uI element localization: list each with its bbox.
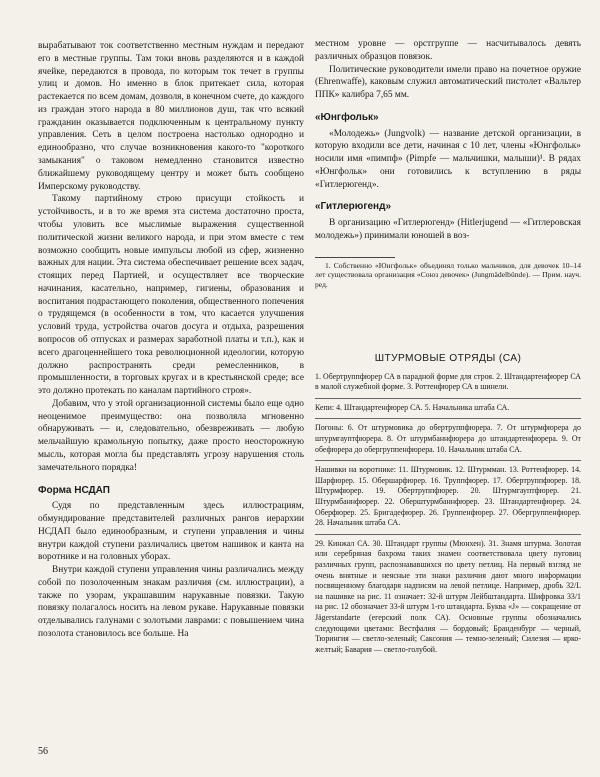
page-number: 56 xyxy=(38,746,48,757)
caption-text: Кепи: 4. Штандартенфюрер СА. 5. Начальника штаба СА. xyxy=(315,402,510,412)
footnote-block xyxy=(315,257,581,291)
caption-text: 1. Обертруппфюрер СА в парадной форме для строя. 2. Штандартенфюрер СА в малой служебной форме. 3. Роттенфюрер СА в шинели. xyxy=(315,371,581,392)
body-paragraph: «Молодежь» (Jungvolk) — название детской организации, в которую входили все дети, начиная с 10 лет, члены «Юнгфольк» носили имя «пимпф» (Pimpfe — мальчишки, малыши)¹. В рядах «Юнгфольк» они готовились к вступлению в ряды «Гитлерюгенд». xyxy=(315,128,581,190)
body-paragraph: вырабатывают ток соответственно местным нуждам и передают его в местные группы. Там токи вновь разделяются и в каждой ячейке, передаются в провода, по которым ток течет в группы улиц и домов. Но именно в блок притекает сила, которая растекается по всем домам, дозволя, в конечном счете, до каждого из граждан этого народа в 80 миллионов душ, так что всякий гражданин оказывается подключенным к центральному пункту управления. Сеть в целом построена настолько однородно и единообразно, что случае возникновения какого-то "короткого замыкания" о таковом немедленно становится известно ближайшему руководящему центру и может быть сообщено Имперскому руководству. xyxy=(38,41,304,192)
body-paragraph: Такому партийному строю присущи стойкость и устойчивость, и в то же время эта система достаточно проста, чтобы уловить все мыслимые выражения существенной политической жизни великого народа, и при этом вместе с тем возможно сообщить новые импульсы любой из сфер, жизненно важных для нации. Эта система обеспечивает решение всех задач, стоящих перед Партией, и осуществляет все творческие начинания, касательно, например, гигиены, образования и воспитания подрастающего поколения, общественного попечения о трудящемся (в особенности в том, что касается улучшения условий труда, устройства очагов досуга и отдыха, разрешения вопросов об отпусках и размерах заработной платы и т.п.), как и всего драгоценнейшего тока революционной идеологии, которую должно распространять среди ремесленников, в промышленности, в торговых кругах и в крестьянской среде; все это должно протекать по каналам партийного строя». xyxy=(38,194,304,397)
body-paragraph: местном уровне — орстгруппе — насчитывалось девять различных образцов повязок. xyxy=(315,39,581,62)
section-heading: «Гитлерюгенд» xyxy=(315,201,392,213)
caption-text: Погоны: 6. От штурмовика до обертруппфюрера. 7. От штурмфюрера до штурмгауптфюрера. 8. От штурмбаннфюрера до штандартенфюрера. 9. От обефюрера до обергруппенфюрера. 10. Начальник штаба СА. xyxy=(315,423,581,454)
body-paragraph: Внутри каждой ступени управления чины различались между собой по позолоченным знакам различия (см. иллюстрации), а также по узорам, украшавшим нарукавные повязки. Такую повязку полагалось носить на левом рукаве. Нарукавные повязки отделывались галунами с золотыми лаврами: с повышением чина позолота становилось все больше. На xyxy=(38,565,304,639)
caption-section xyxy=(315,418,581,455)
section-heading: Форма НСДАП xyxy=(38,484,110,496)
right-column xyxy=(315,38,581,290)
body-paragraph: Судя по представленным здесь иллюстрациям, обмундирование представителей различных рангов иерархии НСДАП было единообразным, и ступени управления и чины внутри каждой ступени различались цветом нашивок и канта на воротнике и на головных уборах. xyxy=(38,501,304,563)
caption-section xyxy=(315,398,581,414)
body-paragraph: Добавим, что у этой организационной системы было еще одно неоценимое преимущество: она позволяла мгновенно обнаруживать — и, следовательно, обезвреживать — любую мельчайшую крамольную попытку, даже просто неосторожную мысль, которая могла бы представлять угрозу нарушения столь замечательного порядка! xyxy=(38,398,304,473)
caption-text: Нашивки на воротнике: 11. Штурмовик. 12. Штурмман. 13. Роттенфюрер. 14. Шарфюрер. 15. Обершарфюрер. 16. Труппфюрер. 17. Обертруппфюрер. 18. Штурмфюрер. 19. Обертруппфюрер. 20. Штурмгауптфюрер. 21. Штурмбаннфюрер. 22. Оберштурмбаннфюрер. 23. Штандартенфюрер. 24. Оберфюрер. 25. Бригадефюрер. 26. Группенфюрер. 27. Обергруппенфюрер. 28. Начальник штаба СА. xyxy=(315,465,581,528)
caption-section xyxy=(315,372,581,393)
body-paragraph: В организацию «Гитлерюгенд» (Hitlerjugend — «Гитлеровская молодежь») принимали юношей в воз- xyxy=(315,218,581,241)
left-column xyxy=(38,40,304,641)
footnote: 1. Собственно «Юнгфольк» объединял только мальчиков, для девочек 10–14 лет существовала организация «Союз девочек» (Jungmädelbünde). — Прим. науч. ред. xyxy=(315,260,581,290)
body-paragraph: Политические руководители имели право на почетное оружие (Ehrenwaffe), каковым служил автоматический пистолет «Вальтер ППК» калибра 7,65 мм. xyxy=(315,64,581,101)
caption-section xyxy=(315,534,581,656)
illustration-captions xyxy=(315,352,581,655)
caption-text: 29. Кинжал СА. 30. Штандарт группы (Мюнхен). 31. Знамя штурма. Золотая или серебряная бахрома таких знамен соответствовала цвету пуговиц различных групп, распознававшихся по цвету петлиц. На первый взгляд не очень внятные и неясные эти знаки различия дают много информации посвященному благодаря надписям на левой петлице. Например, дробь 32/L на пашивке на рис. 11 означает: 32-й штурм Лейбштандарта. Шифровка 33/1 на рис. 12 обозначает 33-й штурм 1-го штандарта. Буква «J» — сокращение от Jägerstandarte (егерский полк СА). Основные группы обозначались следующими цветами: Вестфалия — бордовый; Бранденбург — черный, Тюрингия — светло-зеленый; Саксония — темно-зеленый; Силезия — ярко-желтый; Бавария — светло-голубой. xyxy=(315,538,581,654)
captions-title: ШТУРМОВЫЕ ОТРЯДЫ (СА) xyxy=(374,353,522,364)
section-heading: «Юнгфольк» xyxy=(315,111,379,123)
caption-section xyxy=(315,460,581,529)
